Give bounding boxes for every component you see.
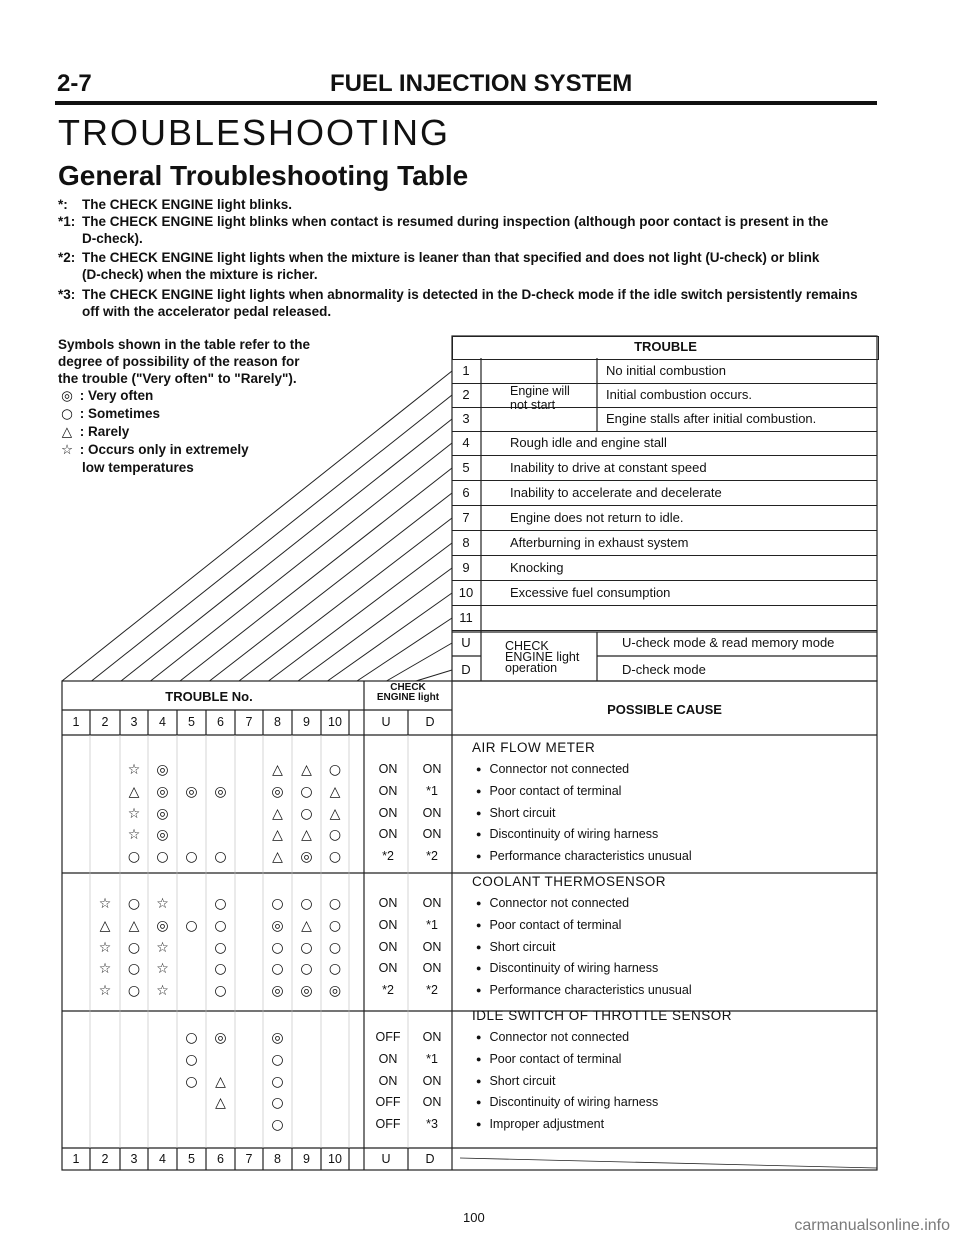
trouble-number: 10 (458, 585, 474, 600)
note-text: D-check). (82, 231, 143, 246)
u-check-value: ON (378, 896, 398, 910)
possibility-symbol: ○ (271, 1117, 284, 1134)
trouble-text: Knocking (510, 560, 564, 575)
possibility-symbol: ☆ (127, 805, 141, 822)
d-check-value: ON (422, 961, 442, 976)
trouble-number: 3 (462, 411, 470, 426)
possibility-symbol: ○ (214, 939, 227, 956)
trouble-col-number: 4 (159, 715, 166, 729)
u-check-value: *2 (382, 983, 394, 998)
d-check-value: ON (422, 805, 442, 820)
possible-cause-heading: POSSIBLE CAUSE (607, 702, 722, 717)
trouble-text: Afterburning in exhaust system (510, 535, 689, 550)
possibility-symbol: ○ (156, 849, 169, 866)
cause-item: ● Poor contact of terminal (476, 918, 621, 932)
possibility-symbol: ☆ (98, 961, 112, 978)
possibility-symbol: ○ (300, 961, 313, 978)
trouble-row (452, 582, 877, 606)
legend-intro: degree of possibility of the reason for (58, 354, 300, 369)
possibility-symbol: ○ (328, 762, 342, 778)
possibility-symbol: ○ (185, 1051, 198, 1068)
possibility-symbol: ○ (328, 961, 342, 978)
cause-item: ● Short circuit (476, 940, 555, 954)
cause-item: ● Connector not connected (476, 762, 629, 776)
trouble-row (452, 482, 877, 506)
trouble-col-number: 1 (72, 715, 80, 729)
possibility-symbol: △ (215, 1095, 226, 1112)
possibility-symbol: ○ (271, 939, 284, 956)
u-check-value: ON (378, 827, 398, 842)
trouble-col-number: 1 (72, 1152, 80, 1166)
cause-item: ● Poor contact of terminal (476, 1052, 621, 1066)
page-header-title: FUEL INJECTION SYSTEM (330, 70, 633, 97)
cause-item: ● Connector not connected (476, 1030, 629, 1044)
legend-item: low temperatures (82, 460, 194, 475)
possibility-symbol: ◎ (300, 849, 313, 866)
note-text: The CHECK ENGINE light lights when abnormality is detected in the D-check mode if the idle switch persistently remains (82, 287, 858, 302)
legend-intro: the trouble ("Very often" to "Rarely"). (58, 371, 297, 386)
possibility-symbol: ○ (185, 849, 198, 866)
possibility-symbol: ☆ (127, 827, 141, 844)
cause-group-title: IDLE SWITCH OF THROTTLE SENSOR (472, 1008, 733, 1023)
cause-item: ● Connector not connected (476, 896, 629, 910)
possibility-symbol: ◎ (156, 762, 169, 778)
trouble-row (452, 557, 877, 581)
u-check-value: OFF (375, 1095, 401, 1110)
note-text: The CHECK ENGINE light lights when the mixture is leaner than that specified and does not light (U-check) or blink (82, 250, 820, 265)
trouble-row-u: U U-check mode & read memory mode (461, 635, 835, 650)
possibility-symbol: ◎ (214, 783, 227, 800)
trouble-col-number: 4 (159, 1152, 166, 1166)
possibility-symbol: ○ (328, 827, 342, 844)
note-key: *2: (58, 250, 76, 265)
possibility-symbol: ◎ (185, 783, 198, 800)
possibility-symbol: △ (329, 805, 341, 822)
cause-group-title: COOLANT THERMOSENSOR (472, 874, 667, 889)
note-text: The CHECK ENGINE light blinks. (82, 197, 293, 212)
possibility-symbol: ☆ (98, 896, 112, 912)
cause-item: ● Short circuit (476, 1074, 555, 1088)
d-check-value: ON (422, 827, 442, 842)
possibility-symbol: ○ (185, 1073, 198, 1090)
possibility-symbol: ◎ (271, 917, 284, 934)
possibility-symbol: ◎ (328, 983, 342, 1000)
d-check-value: *1 (426, 783, 438, 798)
section-number: 2-7 (57, 70, 92, 97)
possibility-symbol: ◎ (156, 917, 169, 934)
u-check-value: ON (378, 1051, 398, 1066)
trouble-no-heading: TROUBLE No. (165, 689, 253, 704)
possibility-symbol: ○ (300, 939, 313, 956)
trouble-row (452, 532, 877, 556)
possibility-symbol: ○ (127, 849, 141, 866)
possibility-symbol: ○ (328, 917, 342, 934)
possibility-symbol: △ (272, 827, 283, 844)
trouble-number: 7 (462, 510, 470, 525)
watermark: carmanualsonline.info (794, 1217, 950, 1234)
cause-item: ● Discontinuity of wiring harness (476, 961, 658, 975)
possibility-symbol: ○ (328, 849, 342, 866)
note-text: The CHECK ENGINE light blinks when contact is resumed during inspection (although poor contact is present in the (82, 214, 829, 229)
trouble-number: 1 (462, 363, 470, 378)
trouble-row (452, 360, 877, 384)
possibility-symbol: ◎ (271, 783, 284, 800)
trouble-col-number: 10 (328, 715, 342, 729)
sometimes-icon: ○ (61, 406, 73, 422)
possibility-symbol: △ (272, 849, 283, 866)
d-check-value: ON (422, 1095, 442, 1110)
possibility-symbol: ○ (271, 1073, 284, 1090)
trouble-col-number: 2 (101, 1152, 109, 1166)
cause-item: ● Improper adjustment (476, 1117, 604, 1131)
possibility-symbol: ○ (328, 939, 342, 956)
engine-will-not-start: Engine will not start (510, 384, 570, 412)
check-engine-heading: CHECK ENGINE light (376, 682, 440, 703)
trouble-row (452, 457, 877, 481)
possibility-symbol: △ (215, 1073, 226, 1090)
d-col-label: D (425, 715, 435, 729)
possibility-symbol: ☆ (98, 939, 112, 956)
trouble-row (452, 432, 877, 456)
trouble-number: 4 (462, 435, 470, 450)
possibility-symbol: ○ (328, 896, 342, 912)
trouble-col-number: 3 (130, 1152, 138, 1166)
possibility-symbol: ○ (300, 805, 313, 822)
possibility-symbol: ☆ (156, 961, 169, 978)
legend-intro: Symbols shown in the table refer to the (58, 337, 311, 352)
trouble-number: 8 (462, 535, 470, 550)
possibility-symbol: ○ (271, 896, 284, 912)
possibility-symbol: △ (301, 762, 312, 778)
rarely-icon: △ (61, 424, 73, 440)
trouble-number: 5 (462, 460, 470, 475)
trouble-text: Engine stalls after initial combustion. (606, 411, 817, 426)
note-text: off with the accelerator pedal released. (82, 304, 332, 319)
u-check-value: ON (378, 961, 398, 976)
possibility-symbol: △ (272, 762, 283, 778)
possibility-symbol: △ (128, 917, 140, 934)
possibility-symbol: ◎ (156, 827, 169, 844)
possibility-symbol: ◎ (156, 783, 169, 800)
very-often-icon: ◎ (61, 388, 73, 404)
d-check-value: *1 (426, 1051, 438, 1066)
trouble-text: Excessive fuel consumption (510, 585, 671, 600)
possibility-symbol: △ (301, 917, 312, 934)
check-engine-operation-label: CHECK ENGINE light operation (505, 639, 580, 675)
possibility-symbol: ○ (185, 1030, 198, 1046)
u-check-value: ON (378, 917, 398, 932)
cause-item: ● Performance characteristics unusual (476, 983, 692, 997)
legend-item: △ : Rarely (58, 423, 318, 441)
u-check-value: ON (378, 762, 398, 776)
d-check-value: ON (422, 762, 442, 776)
d-check-value: *2 (426, 849, 438, 864)
trouble-col-number: 5 (188, 715, 195, 729)
extreme-cold-icon: ☆ (60, 442, 74, 458)
trouble-col-number: 6 (217, 715, 224, 729)
trouble-heading: TROUBLE (452, 336, 879, 360)
trouble-col-number: 6 (217, 1152, 224, 1166)
possibility-symbol: △ (272, 805, 283, 822)
possibility-symbol: ◎ (271, 1030, 284, 1046)
possibility-symbol: △ (99, 917, 111, 934)
possibility-symbol: ☆ (127, 762, 141, 778)
u-check-value: OFF (375, 1030, 401, 1044)
possibility-symbol: ☆ (156, 939, 169, 956)
trouble-number: 2 (462, 387, 470, 402)
cause-item: ● Performance characteristics unusual (476, 849, 692, 863)
possibility-symbol: ◎ (300, 983, 313, 1000)
trouble-number: 9 (462, 560, 470, 575)
possibility-symbol: ◎ (214, 1030, 227, 1046)
trouble-col-number: 2 (101, 715, 109, 729)
cause-item: ● Short circuit (476, 806, 555, 820)
trouble-text: Engine does not return to idle. (510, 510, 684, 525)
trouble-row (452, 607, 877, 631)
possibility-symbol: ☆ (156, 983, 169, 1000)
possibility-symbol: ○ (300, 896, 313, 912)
possibility-symbol: △ (329, 783, 341, 800)
trouble-col-number: 7 (245, 715, 253, 729)
note-key: *1: (58, 214, 76, 229)
trouble-col-number: 9 (303, 715, 310, 729)
possibility-symbol: ○ (214, 983, 227, 1000)
possibility-symbol: ○ (214, 896, 227, 912)
possibility-symbol: ○ (127, 896, 141, 912)
trouble-number: 6 (462, 485, 470, 500)
possibility-symbol: ◎ (156, 805, 169, 822)
trouble-col-number: 5 (188, 1152, 195, 1166)
note-text: (D-check) when the mixture is richer. (82, 267, 318, 282)
u-check-value: ON (378, 805, 398, 820)
trouble-col-number: 8 (274, 1152, 281, 1166)
trouble-col-number: 7 (245, 1152, 253, 1166)
trouble-text: Inability to accelerate and decelerate (510, 485, 722, 500)
possibility-symbol: ○ (214, 961, 227, 978)
note-key: *3: (58, 287, 76, 302)
trouble-col-number: 10 (328, 1152, 342, 1166)
trouble-col-number: 8 (274, 715, 281, 729)
possibility-symbol: ○ (127, 961, 141, 978)
possibility-symbol: △ (128, 783, 140, 800)
cause-group-title: AIR FLOW METER (472, 740, 596, 755)
possibility-symbol: △ (301, 827, 312, 844)
possibility-symbol: ○ (271, 1095, 284, 1112)
trouble-row (452, 507, 877, 531)
trouble-text: Inability to drive at constant speed (510, 460, 707, 475)
trouble-col-number: 9 (303, 1152, 310, 1166)
trouble-text: No initial combustion (606, 363, 726, 378)
trouble-text: Initial combustion occurs. (606, 387, 752, 402)
u-col-label: U (381, 715, 391, 729)
possibility-symbol: ○ (271, 1051, 284, 1068)
d-check-value: ON (422, 1030, 442, 1044)
cause-item: ● Discontinuity of wiring harness (476, 827, 658, 841)
possibility-symbol: ◎ (271, 983, 284, 1000)
trouble-text: Rough idle and engine stall (510, 435, 667, 450)
trouble-col-number: 3 (130, 715, 138, 729)
d-check-value: *2 (426, 983, 438, 998)
u-check-value: *2 (382, 849, 394, 864)
possibility-symbol: ○ (300, 783, 313, 800)
cause-item: ● Poor contact of terminal (476, 784, 621, 798)
possibility-symbol: ○ (214, 917, 227, 934)
d-check-value: ON (422, 939, 442, 954)
u-check-value: ON (378, 783, 398, 798)
possibility-symbol: ☆ (98, 983, 112, 1000)
section-title: TROUBLESHOOTING (58, 112, 451, 153)
d-check-value: ON (422, 896, 442, 910)
cause-item: ● Discontinuity of wiring harness (476, 1095, 658, 1109)
possibility-symbol: ○ (271, 961, 284, 978)
d-check-value: *3 (426, 1117, 438, 1132)
possibility-symbol: ○ (185, 917, 198, 934)
possibility-symbol: ○ (127, 939, 141, 956)
u-check-value: ON (378, 1073, 398, 1088)
d-col-label: D (425, 1152, 435, 1166)
possibility-symbol: ○ (127, 983, 141, 1000)
u-check-value: OFF (375, 1117, 401, 1132)
legend-item: ☆ : Occurs only in extremely (58, 441, 318, 459)
u-check-value: ON (378, 939, 398, 954)
possibility-symbol: ☆ (156, 896, 169, 912)
page-number: 100 (463, 1210, 485, 1225)
d-check-value: ON (422, 1073, 442, 1088)
trouble-number: 11 (459, 610, 473, 625)
possibility-symbol: ○ (214, 849, 227, 866)
note-key: *: (58, 197, 68, 212)
u-col-label: U (381, 1152, 391, 1166)
legend-item: ○ : Sometimes (58, 405, 318, 423)
legend-item: ◎ : Very often (58, 387, 318, 405)
d-check-value: *1 (426, 917, 438, 932)
table-title: General Troubleshooting Table (58, 160, 469, 191)
trouble-row-d: D D-check mode (461, 662, 706, 677)
